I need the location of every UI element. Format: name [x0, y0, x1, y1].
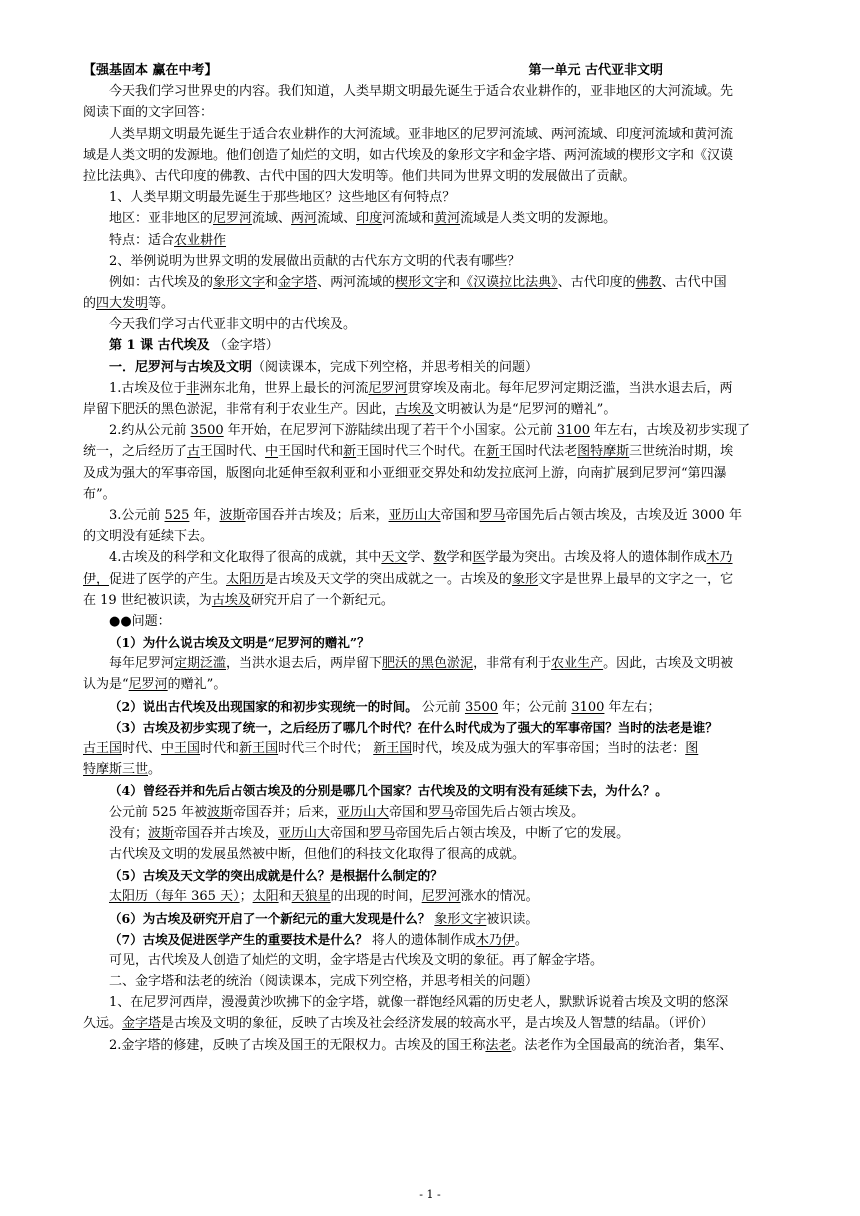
text-line: [83, 865, 803, 886]
text-line: [83, 950, 803, 971]
text-segment: 学、: [407, 550, 434, 566]
answer-blank: 3500: [190, 423, 224, 439]
answer-blank: 象形文字: [213, 274, 266, 290]
text-line: [83, 780, 803, 801]
text-line: [83, 441, 803, 462]
text-line: [83, 632, 803, 653]
answer-blank: 525: [164, 507, 190, 523]
answer-blank: 象形: [512, 571, 539, 587]
text-segment: 和: [278, 889, 292, 905]
text-segment: 地区：亚非地区的: [109, 211, 214, 227]
text-segment: 可见，古代埃及人创造了灿烂的文明，金字塔是古代埃及文明的象征。再了解金字塔。: [109, 952, 604, 968]
text-segment: 三世统治时期，埃: [629, 444, 734, 460]
answer-blank: 中王国: [161, 741, 201, 756]
document-body: [83, 81, 803, 1056]
text-segment: ，非常有利于: [473, 656, 552, 672]
text-segment: 帝国和: [330, 825, 370, 841]
text-line: [83, 81, 803, 102]
text-segment: 认为是“: [83, 677, 129, 693]
text-line: [83, 717, 803, 738]
text-line: [83, 399, 803, 420]
text-segment: 2.约从公元前: [109, 423, 191, 439]
answer-blank: 佛教: [635, 274, 662, 290]
text-line: [83, 674, 803, 695]
text-line: [83, 1035, 803, 1056]
text-line: [83, 823, 803, 844]
answer-blank: 农业耕作: [174, 232, 227, 248]
text-line: [83, 971, 803, 992]
text-segment: 王国时代、: [200, 444, 266, 460]
answer-blank: 尼罗河: [213, 211, 253, 227]
text-segment: 3.公元前: [109, 507, 165, 523]
text-line: [83, 992, 803, 1013]
answer-blank: 特摩斯三世: [83, 762, 149, 778]
text-line: [83, 569, 803, 590]
text-segment: 的: [83, 296, 97, 312]
answer-blank: 木乃: [706, 550, 733, 566]
text-segment: 没有；: [109, 825, 149, 841]
text-segment: 今天我们学习世界史的内容。我们知道，人类早期文明最先诞生于适合农业耕作的，亚非地区的大河流域。先: [109, 84, 734, 100]
answer-blank: 罗马: [428, 804, 455, 820]
text-segment: 洲东北角，世界上最长的河流: [199, 380, 369, 396]
text-line: [83, 357, 803, 378]
text-segment: 学和: [446, 550, 473, 566]
text-segment: 王国时代和: [278, 444, 344, 460]
answer-blank: 中: [265, 444, 279, 460]
text-segment: 王国时代法老: [499, 444, 578, 460]
text-segment: （3）古埃及初步实现了统一，之后经历了哪几个时代？在什么时代成为了强大的军事帝国？当时的法老是谁？: [109, 719, 718, 735]
answer-blank: 太阳历（每年 365 天）: [109, 889, 240, 905]
text-line: [83, 908, 803, 929]
answer-blank: 黄河: [434, 211, 461, 227]
text-line: [83, 124, 803, 145]
text-segment: 帝国先后占领古埃及，中断了它的发展。: [395, 825, 630, 841]
text-segment: 年左右，古埃及初步实现了: [590, 423, 751, 439]
text-line: [83, 929, 803, 950]
text-segment: 阅读下面的文字回答：: [83, 105, 214, 121]
text-line: [83, 378, 803, 399]
text-line: [83, 505, 803, 526]
text-segment: 岸留下肥沃的黑色淤泥，非常有利于农业生产。因此，: [83, 402, 396, 417]
text-segment: 4.古埃及的科学和文化取得了很高的成就，其中: [109, 550, 382, 566]
answer-blank: 3100: [571, 699, 605, 715]
answer-blank: 数: [433, 550, 447, 566]
answer-blank: 木乃伊: [475, 932, 515, 948]
answer-blank: 古王国: [83, 741, 123, 756]
text-segment: 学最为突出。古埃及将人的遗体制作成: [485, 550, 707, 566]
answer-blank: 金字塔: [278, 274, 318, 290]
text-segment: 域是人类文明的发源地。他们创造了灿烂的文明，如古代埃及的象形文字和金字塔、两河流域的楔形文字和《汉谟: [83, 147, 734, 163]
text-segment: 今天我们学习古代亚非文明中的古代埃及。: [109, 317, 357, 333]
answer-blank: 四大发明: [96, 296, 149, 312]
answer-blank: 天狼星: [291, 889, 331, 905]
answer-blank: 新王国: [373, 741, 413, 756]
answer-blank: 新王国: [239, 741, 279, 756]
text-segment: 久远。: [83, 1016, 123, 1032]
answer-blank: 亚历山大: [278, 825, 331, 841]
document-header: [83, 60, 803, 81]
text-segment: 促进了医学的产生。: [109, 571, 227, 587]
text-segment: 人类早期文明最先诞生于适合农业耕作的大河流域。亚非地区的尼罗河流域、两河流域、印度河流域和黄河流: [109, 126, 734, 142]
text-segment: 文明被认为是“尼罗河的赠礼”。: [434, 402, 617, 417]
text-segment: 和: [265, 274, 279, 290]
answer-blank: 太阳: [252, 889, 279, 905]
text-segment: 帝国吞并古埃及；后来，: [245, 507, 389, 523]
text-segment: 帝国和: [440, 507, 480, 523]
text-segment: ，当洪水退去后，两岸留下: [226, 656, 383, 672]
text-line: [83, 463, 803, 484]
answer-blank: 亚历山大: [388, 507, 441, 523]
text-line: [83, 420, 803, 441]
answer-blank: 肥沃的黑色淤泥: [382, 656, 474, 672]
text-segment: 公元前 525 年被: [109, 804, 208, 820]
text-line: [83, 293, 803, 314]
text-segment: （阅读课本，完成下列空格，并思考相关的问题）: [252, 359, 539, 375]
text-segment: 河流域和: [382, 211, 435, 227]
text-segment: 的文明没有延续下去。: [83, 529, 214, 545]
text-line: [83, 272, 803, 293]
answer-blank: 法老: [485, 1037, 512, 1053]
answer-blank: 波斯: [207, 804, 234, 820]
answer-blank: 尼罗河: [128, 677, 168, 693]
text-line: [83, 802, 803, 823]
text-segment: 流域、: [252, 211, 292, 227]
text-line: [83, 208, 803, 229]
text-segment: 时代三个时代；: [278, 741, 374, 756]
answer-blank: 两河: [291, 211, 318, 227]
header-unit-title: 第一单元 古代亚非文明: [528, 63, 663, 78]
text-line: [83, 1013, 803, 1034]
text-segment: 特点：适合: [109, 232, 175, 248]
text-segment: 1、人类早期文明最先诞生于那些地区？这些地区有何特点？: [109, 190, 456, 206]
text-line: [83, 102, 803, 123]
text-line: [83, 696, 803, 717]
text-segment: 2.金字塔的修建，反映了古埃及国王的无限权力。古埃及的国王称: [109, 1037, 486, 1053]
text-segment: 时代，埃及成为强大的军事帝国；当时的法老：: [412, 741, 686, 756]
answer-blank: 图特摩斯: [577, 444, 630, 460]
text-segment: 是古埃及天文学的突出成就之一。古埃及的: [265, 571, 513, 587]
text-segment: 的出现的时间，: [330, 889, 422, 905]
answer-blank: 医: [472, 550, 486, 566]
text-segment: 涨水的情况。: [460, 889, 539, 905]
answer-blank: 罗马: [479, 507, 506, 523]
answer-blank: 天文: [381, 550, 408, 566]
text-segment: 年，: [189, 507, 220, 523]
answer-blank: 尼罗河: [368, 380, 408, 396]
text-segment: 2、举例说明为世界文明的发展做出贡献的古代东方文明的代表有哪些？: [109, 253, 521, 269]
answer-blank: 非: [186, 380, 200, 396]
text-segment: 例如：古代埃及的: [109, 274, 214, 290]
text-segment: 。因此，古埃及文明被: [603, 656, 734, 672]
text-segment: 王国时代三个时代。在: [356, 444, 487, 460]
text-line: [83, 590, 803, 611]
answer-blank: 古埃及: [395, 402, 435, 417]
answer-blank: 新: [343, 444, 357, 460]
text-segment: 二、金字塔和法老的统治（阅读课本，完成下列空格，并思考相关的问题）: [109, 974, 539, 990]
answer-blank: 伊，: [83, 571, 110, 587]
text-segment: 布”。: [83, 486, 116, 502]
text-segment: 帝国吞并古埃及，: [174, 825, 279, 841]
text-segment: （2）说出古代埃及出现国家的和初步实现统一的时间。: [109, 698, 418, 714]
answer-blank: 象形文字: [434, 911, 487, 927]
text-line: [83, 526, 803, 547]
text-segment: 。法老作为全国最高的统治者，集军、: [511, 1037, 733, 1053]
page-number: - 1 -: [419, 1188, 441, 1201]
text-segment: 年左右；: [604, 699, 661, 715]
text-segment: （1）为什么说古埃及文明是“尼罗河的赠礼”？: [109, 635, 370, 651]
text-segment: 及成为强大的军事帝国，版图向北延伸至叙利亚和小亚细亚交界处和幼发拉底河上游，向南扩展到尼罗河“第四瀑: [83, 465, 727, 481]
text-segment: 文字是世界上最早的文字之一，它: [538, 571, 734, 587]
answer-blank: 农业生产: [551, 656, 604, 672]
text-segment: 、古代印度的: [557, 274, 636, 290]
text-segment: 将人的遗体制作成: [367, 932, 476, 948]
text-segment: 等。: [148, 296, 175, 312]
text-segment: 研究开启了一个新纪元。: [250, 592, 394, 608]
answer-blank: 3100: [556, 423, 590, 439]
text-segment: （4）曾经吞并和先后占领古埃及的分别是哪几个国家？古代埃及的文明有没有延续下去，为什么？。: [109, 783, 668, 799]
text-segment: 帝国和: [389, 804, 429, 820]
text-segment: 。: [514, 932, 528, 948]
answer-blank: 印度: [356, 211, 383, 227]
text-line: [83, 611, 803, 632]
text-segment: （金字塔）: [209, 338, 279, 354]
answer-blank: 图: [685, 741, 699, 756]
text-line: [83, 251, 803, 272]
answer-blank: 楔形文字: [395, 274, 448, 290]
text-line: [83, 230, 803, 251]
text-segment: 年；公元前: [498, 699, 572, 715]
text-line: [83, 145, 803, 166]
text-segment: 帝国先后占领古埃及，古埃及近 3000 年: [505, 507, 742, 523]
text-segment: （6）为古埃及研究开启了一个新纪元的重大发现是什么？: [109, 910, 431, 926]
answer-blank: 亚历山大: [337, 804, 390, 820]
text-segment: （7）古埃及促进医学产生的重要技术是什么？: [109, 931, 368, 947]
text-line: [83, 759, 803, 780]
answer-blank: 金字塔: [122, 1016, 162, 1032]
text-segment: 1、在尼罗河西岸，漫漫黄沙吹拂下的金字塔，就像一群饱经风霜的历史老人，默默诉说着古埃及文明的悠深: [109, 995, 729, 1011]
answer-blank: 波斯: [219, 507, 246, 523]
answer-blank: 《汉谟拉比法典》: [460, 274, 558, 290]
answer-blank: 古: [187, 444, 201, 460]
text-line: [83, 166, 803, 187]
text-segment: 每年尼罗河: [109, 656, 175, 672]
text-segment: 时代、: [122, 741, 162, 756]
text-line: [83, 844, 803, 865]
text-segment: 流域是人类文明的发源地。: [460, 211, 617, 227]
answer-blank: 3500: [464, 699, 499, 715]
answer-blank: 古埃及: [211, 592, 251, 608]
text-line: [83, 484, 803, 505]
text-segment: 帝国先后占领古埃及。: [454, 804, 585, 820]
text-segment: 拉比法典》、古代印度的佛教、古代中国的四大发明等。他们共同为世界文明的发展做出了贡献。: [83, 168, 636, 184]
text-segment: 一．尼罗河与古埃及文明: [109, 359, 253, 375]
text-segment: 帝国吞并；后来，: [233, 804, 338, 820]
text-segment: 和: [447, 274, 461, 290]
text-line: [83, 653, 803, 674]
text-segment: 的赠礼”。: [167, 677, 227, 693]
text-segment: 时代和: [200, 741, 240, 756]
text-segment: 。: [148, 762, 162, 778]
text-segment: 流域、: [317, 211, 357, 227]
answer-blank: 罗马: [369, 825, 396, 841]
text-segment: 、古代中国: [661, 274, 727, 290]
text-line: [83, 886, 803, 907]
text-segment: ；: [239, 889, 253, 905]
text-segment: ●●问题：: [109, 613, 171, 629]
text-segment: 被识读。: [486, 911, 539, 927]
text-line: [83, 738, 803, 759]
text-segment: 统一，之后经历了: [83, 444, 188, 460]
text-line: [83, 187, 803, 208]
text-line: [83, 547, 803, 568]
answer-blank: 波斯: [148, 825, 175, 841]
answer-blank: 太阳历: [226, 571, 266, 587]
text-segment: 贯穿埃及南北。每年尼罗河定期泛滥，当洪水退去后，两: [407, 380, 733, 396]
text-segment: 古代埃及文明的发展虽然被中断，但他们的科技文化取得了很高的成就。: [109, 846, 526, 862]
answer-blank: 定期泛滥: [174, 656, 227, 672]
text-segment: 是古埃及文明的象征，反映了古埃及社会经济发展的较高水平，是古埃及人智慧的结晶。（评价）: [161, 1016, 714, 1032]
answer-blank: 新: [486, 444, 500, 460]
text-segment: 公元前: [417, 699, 465, 715]
text-segment: （5）古埃及天文学的突出成就是什么？是根据什么制定的？: [109, 868, 443, 884]
document-page: [83, 60, 803, 1056]
text-segment: 第 1 课 古代埃及: [109, 338, 210, 354]
text-line: [83, 314, 803, 335]
text-segment: 年开始，在尼罗河下游陆续出现了若干个小国家。公元前: [223, 423, 557, 439]
text-line: [83, 335, 803, 356]
text-segment: 、两河流域的: [317, 274, 396, 290]
header-left: 【强基固本 赢在中考】: [83, 63, 218, 78]
answer-blank: 尼罗河: [421, 889, 461, 905]
text-segment: 在 19 世纪被识读，为: [83, 592, 212, 608]
text-segment: 1.古埃及位于: [109, 380, 187, 396]
